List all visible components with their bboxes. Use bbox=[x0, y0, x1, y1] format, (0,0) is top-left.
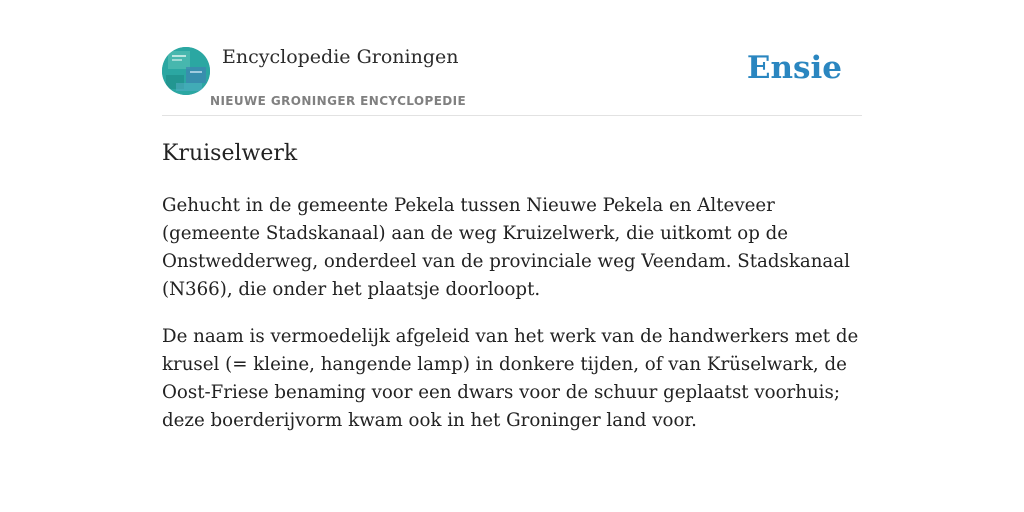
article-paragraph: De naam is vermoedelijk afgeleid van het werk van de handwerkers met de krusel (= kleine, hangende lamp) in donkere tijden, of van Krüselwark, de Oost-Friese benaming voor een dwars voor de schuur geplaatst voorhuis; deze boerderijvorm kwam ook in het Groninger land voor. bbox=[162, 326, 859, 431]
site-header bbox=[162, 40, 862, 116]
site-title[interactable]: Encyclopedie Groningen bbox=[222, 46, 459, 68]
article-paragraph: Gehucht in de gemeente Pekela tussen Nieuwe Pekela en Alteveer (gemeente Stadskanaal) aan de weg Kruizelwerk, die uitkomt op de Onstwedderweg, onderdeel van de provinciale weg Veendam. Stadskanaal (N366), die onder het plaatsje doorloopt. bbox=[162, 195, 850, 300]
article-title: Kruiselwerk bbox=[162, 141, 298, 166]
site-subtitle: NIEUWE GRONINGER ENCYCLOPEDIE bbox=[210, 94, 467, 108]
ensie-brand-link[interactable]: Ensie bbox=[746, 50, 842, 86]
article bbox=[162, 138, 862, 435]
site-logo-image bbox=[162, 47, 210, 95]
site-logo-avatar[interactable] bbox=[162, 47, 210, 95]
